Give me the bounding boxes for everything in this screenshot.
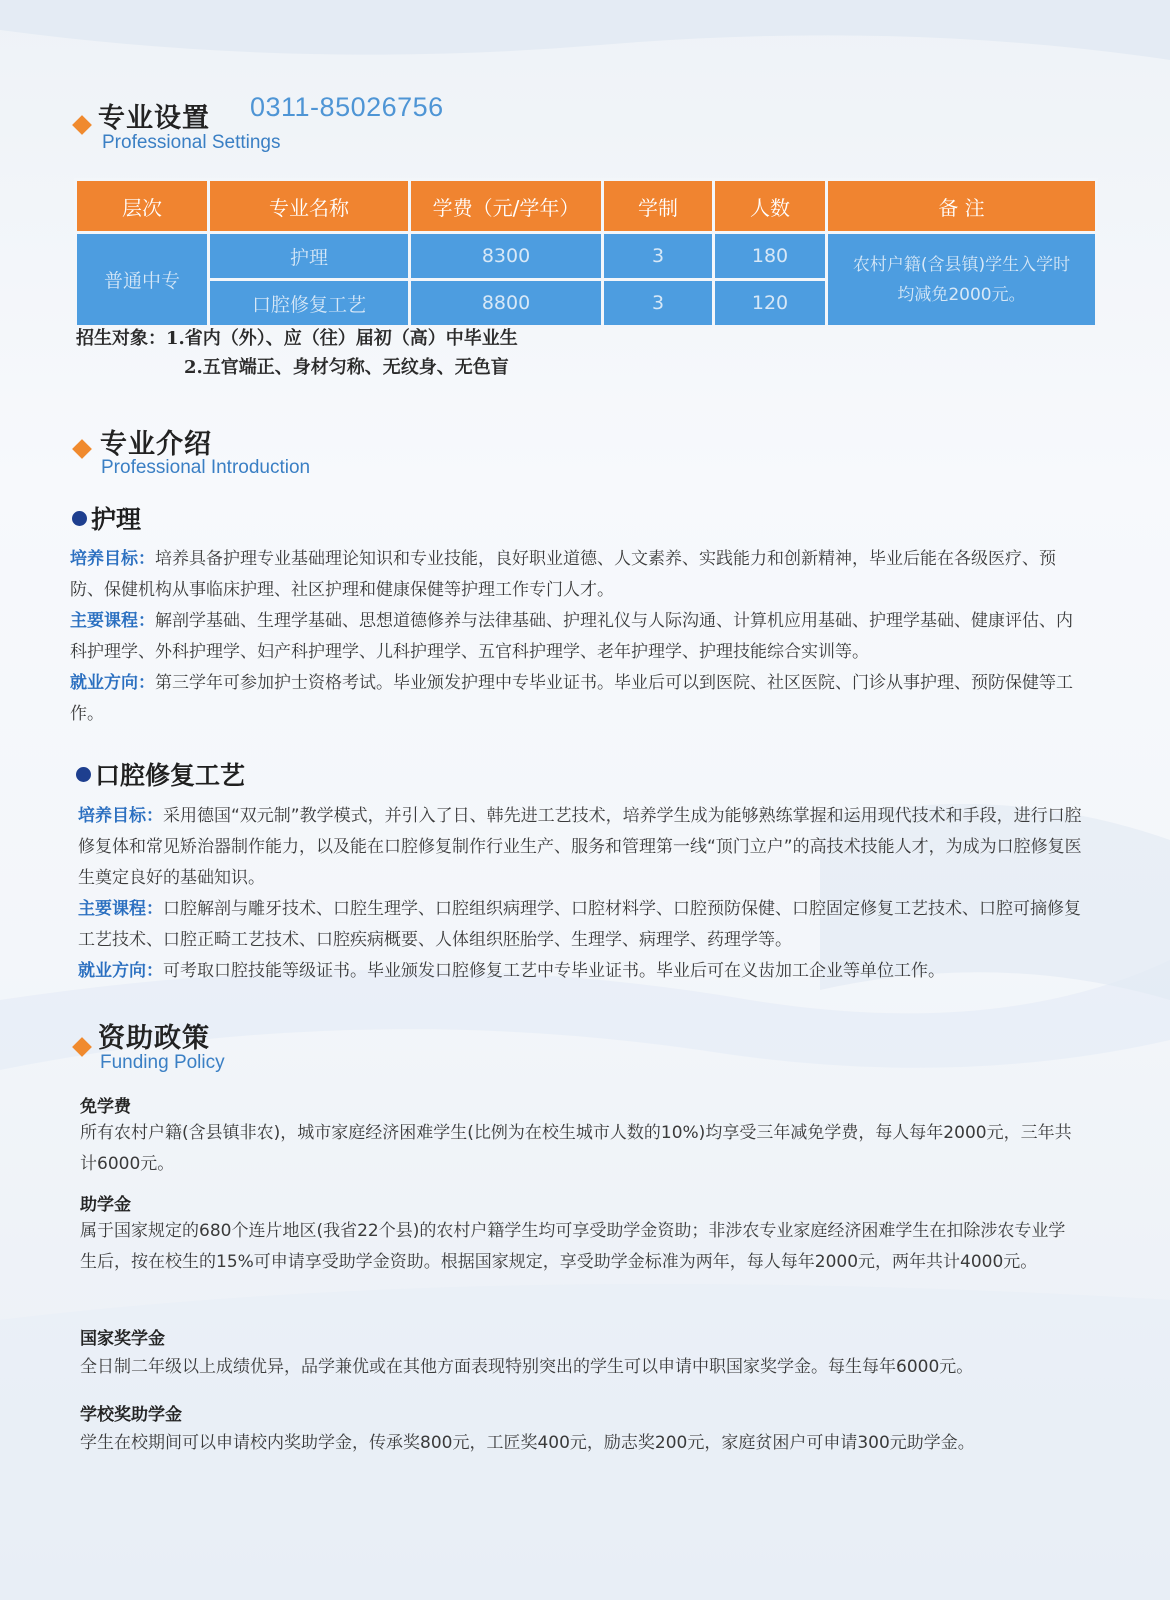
goal-text: 培养具备护理专业基础理论知识和专业技能，良好职业道德、人文素养、实践能力和创新精神，毕业后能在各级医疗、预防、保健机构从事临床护理、社区护理和健康保健等护理工作专门人才。 [70, 549, 1056, 600]
goal-label: 培养目标： [70, 549, 155, 569]
cell-major: 口腔修复工艺 [209, 280, 410, 327]
funding-body-grant: 属于国家规定的680个连片地区(我省22个县)的农村户籍学生均可享受助学金资助；非涉农专业家庭经济困难学生在扣除涉农专业学生后，按在校生的15%可申请享受助学金资助。根据国家规定，享受助学金标准为两年，每人每年2000元，两年共计4000元。 [80, 1221, 1066, 1272]
section-title: 资助政策 [98, 1023, 210, 1054]
cell-note: 农村户籍(含县镇)学生入学时均减免2000元。 [827, 233, 1097, 327]
career-text: 可考取口腔技能等级证书。毕业颁发口腔修复工艺中专毕业证书。毕业后可在义齿加工企业等单位工作。 [163, 961, 945, 981]
bullet-dot-icon [76, 767, 91, 782]
career-label: 就业方向： [78, 961, 163, 981]
table-row [76, 233, 1097, 280]
major-heading-nursing: 护理 [72, 500, 141, 536]
funding-body-school-scholarship: 学生在校期间可以申请校内奖助学金，传承奖800元，工匠奖400元，励志奖200元，家庭贫困户可申请300元助学金。 [80, 1433, 975, 1453]
diamond-bullet-icon [72, 115, 92, 135]
courses-text: 口腔解剖与雕牙技术、口腔生理学、口腔组织病理学、口腔材料学、口腔预防保健、口腔固定修复工艺技术、口腔可摘修复工艺技术、口腔正畸工艺技术、口腔疾病概要、人体组织胚胎学、生理学、病理学、药理学等。 [78, 899, 1081, 950]
funding-title-school-scholarship: 学校奖助学金 [80, 1405, 182, 1425]
career-text: 第三学年可参加护士资格考试。毕业颁发护理中专毕业证书。毕业后可以到医院、社区医院、门诊从事护理、预防保健等工作。 [70, 673, 1073, 724]
career-label: 就业方向： [70, 673, 155, 693]
header-note: 备 注 [827, 180, 1097, 233]
funding-title-tuition: 免学费 [80, 1097, 131, 1117]
diamond-bullet-icon [72, 439, 92, 459]
section-title: 专业介绍 [100, 429, 212, 460]
cell-count: 180 [714, 233, 827, 280]
major-description-nursing [70, 544, 1082, 730]
goal-label: 培养目标： [78, 806, 163, 826]
courses-label: 主要课程： [78, 899, 163, 919]
phone-number: 0311-85026756 [250, 92, 444, 122]
major-heading-dental: 口腔修复工艺 [76, 756, 245, 792]
section-subtitle: Professional Settings [102, 132, 281, 153]
goal-text: 采用德国“双元制”教学模式，并引入了日、韩先进工艺技术，培养学生成为能够熟练掌握和运用现代技术和手段，进行口腔修复体和常见矫治器制作能力，以及能在口腔修复制作行业生产、服务和管理第一线“顶门立户”的高技术技能人才，为成为口腔修复医生奠定良好的基础知识。 [78, 806, 1082, 888]
cell-fee: 8800 [410, 280, 603, 327]
funding-body-national-scholarship: 全日制二年级以上成绩优异，品学兼优或在其他方面表现特别突出的学生可以申请中职国家奖学金。每生每年6000元。 [80, 1357, 974, 1377]
header-fee: 学费（元/学年） [410, 180, 603, 233]
cell-count: 120 [714, 280, 827, 327]
cell-years: 3 [603, 233, 714, 280]
section-title: 专业设置 [98, 103, 210, 134]
enrollment-line-1: 招生对象：1.省内（外）、应（往）届初（高）中毕业生 [76, 328, 518, 349]
cell-major: 护理 [209, 233, 410, 280]
header-years: 学制 [603, 180, 714, 233]
section-subtitle: Professional Introduction [101, 457, 311, 478]
header-major: 专业名称 [209, 180, 410, 233]
header-count: 人数 [714, 180, 827, 233]
courses-label: 主要课程： [70, 611, 155, 631]
career-paragraph [78, 956, 1090, 987]
bullet-dot-icon [72, 511, 87, 526]
career-paragraph [70, 668, 1082, 730]
funding-title-national-scholarship: 国家奖学金 [80, 1329, 165, 1349]
major-description-dental [78, 801, 1090, 987]
funding-title-grant: 助学金 [80, 1195, 131, 1215]
cell-years: 3 [603, 280, 714, 327]
section-subtitle: Funding Policy [100, 1052, 225, 1073]
diamond-bullet-icon [72, 1037, 92, 1057]
courses-paragraph [78, 894, 1090, 956]
program-table [74, 178, 1098, 328]
cell-level: 普通中专 [76, 233, 209, 327]
courses-text: 解剖学基础、生理学基础、思想道德修养与法律基础、护理礼仪与人际沟通、计算机应用基础、护理学基础、健康评估、内科护理学、外科护理学、妇产科护理学、儿科护理学、五官科护理学、老年护理学、护理技能综合实训等。 [70, 611, 1073, 662]
goal-paragraph [78, 801, 1090, 894]
enrollment-line-2: 2.五官端正、身材匀称、无纹身、无色盲 [184, 357, 509, 378]
courses-paragraph [70, 606, 1082, 668]
funding-body-tuition: 所有农村户籍(含县镇非农)，城市家庭经济困难学生(比例为在校生城市人数的10%)均享受三年减免学费，每人每年2000元，三年共计6000元。 [80, 1123, 1072, 1174]
goal-paragraph [70, 544, 1082, 606]
table-header-row [76, 180, 1097, 233]
header-level: 层次 [76, 180, 209, 233]
cell-fee: 8300 [410, 233, 603, 280]
